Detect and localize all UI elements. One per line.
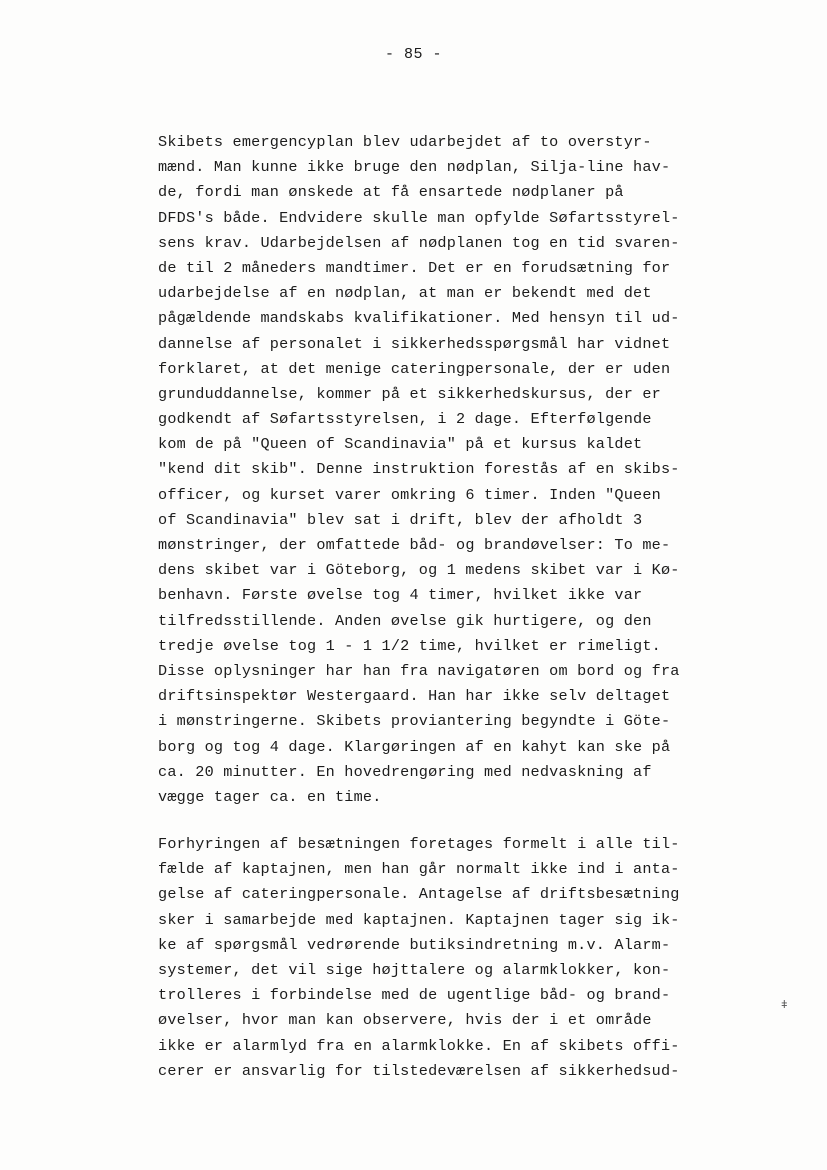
text-line: Skibets emergencyplan blev udarbejdet af to overstyr- <box>158 133 652 151</box>
text-line: sker i samarbejde med kaptajnen. Kaptajnen tager sig ik- <box>158 910 680 929</box>
text-line: i mønstringerne. Skibets proviantering begyndte i Göte- <box>158 712 671 731</box>
text-line: pågældende mandskabs kvalifikationer. Med hensyn til ud- <box>158 309 680 328</box>
text-line: mænd. Man kunne ikke bruge den nødplan, Silja-line hav- <box>158 158 671 177</box>
text-line: sens krav. Udarbejdelsen af nødplanen tog en tid svaren- <box>158 233 680 252</box>
text-line: ca. 20 minutter. En hovedrengøring med nedvaskning af <box>158 762 652 781</box>
text-line: udarbejdelse af en nødplan, at man er bekendt med det <box>158 284 652 303</box>
text-line: dannelse af personalet i sikkerhedsspørgsmål har vidnet <box>158 334 671 353</box>
margin-mark: ǂ <box>781 1000 788 1012</box>
text-line: of Scandinavia" blev sat i drift, blev der afholdt 3 <box>158 510 643 529</box>
text-line: "kend dit skib". Denne instruktion forestås af en skibs- <box>158 460 680 479</box>
text-line: ke af spørgsmål vedrørende butiksindretning m.v. Alarm- <box>158 935 671 954</box>
paragraph-2 <box>158 832 738 1084</box>
text-line: systemer, det vil sige højttalere og alarmklokker, kon- <box>158 960 671 979</box>
page-number: - 85 - <box>384 46 442 63</box>
paragraph-1 <box>158 130 738 810</box>
text-line: Forhyringen af besætningen foretages formelt i alle til- <box>158 835 680 853</box>
text-line: gelse af cateringpersonale. Antagelse af driftsbesætning <box>158 885 680 904</box>
text-line: ikke er alarmlyd fra en alarmklokke. En af skibets offi- <box>158 1036 680 1055</box>
text-line: borg og tog 4 dage. Klargøringen af en kahyt kan ske på <box>158 737 671 756</box>
text-line: Disse oplysninger har han fra navigatøren om bord og fra <box>158 661 680 680</box>
text-line: vægge tager ca. en time. <box>158 787 382 806</box>
text-line: trolleres i forbindelse med de ugentlige båd- og brand- <box>158 986 671 1005</box>
text-line: dens skibet var i Göteborg, og 1 medens skibet var i Kø- <box>158 561 680 580</box>
text-line: godkendt af Søfartsstyrelsen, i 2 dage. Efterfølgende <box>158 410 652 429</box>
text-line: DFDS's både. Endvidere skulle man opfylde Søfartsstyrel- <box>158 208 680 227</box>
text-line: forklaret, at det menige cateringpersonale, der er uden <box>158 359 671 378</box>
text-line: grunduddannelse, kommer på et sikkerhedskursus, der er <box>158 384 661 403</box>
text-line: tredje øvelse tog 1 - 1 1/2 time, hvilket er rimeligt. <box>158 636 661 655</box>
text-line: cerer er ansvarlig for tilstedeværelsen af sikkerhedsud- <box>158 1061 680 1080</box>
text-line: de, fordi man ønskede at få ensartede nødplaner på <box>158 183 624 202</box>
text-line: de til 2 måneders mandtimer. Det er en forudsætning for <box>158 258 671 277</box>
text-line: mønstringer, der omfattede båd- og brandøvelser: To me- <box>158 536 671 554</box>
text-line: tilfredsstillende. Anden øvelse gik hurtigere, og den <box>158 611 652 630</box>
text-line: kom de på "Queen of Scandinavia" på et kursus kaldet <box>158 435 643 454</box>
text-line: officer, og kurset varer omkring 6 timer. Inden "Queen <box>158 485 661 504</box>
text-line: øvelser, hvor man kan observere, hvis der i et område <box>158 1011 652 1030</box>
text-line: driftsinspektør Westergaard. Han har ikke selv deltaget <box>158 687 671 706</box>
text-line: benhavn. Første øvelse tog 4 timer, hvilket ikke var <box>158 586 643 605</box>
text-line: fælde af kaptajnen, men han går normalt ikke ind i anta- <box>158 860 680 879</box>
